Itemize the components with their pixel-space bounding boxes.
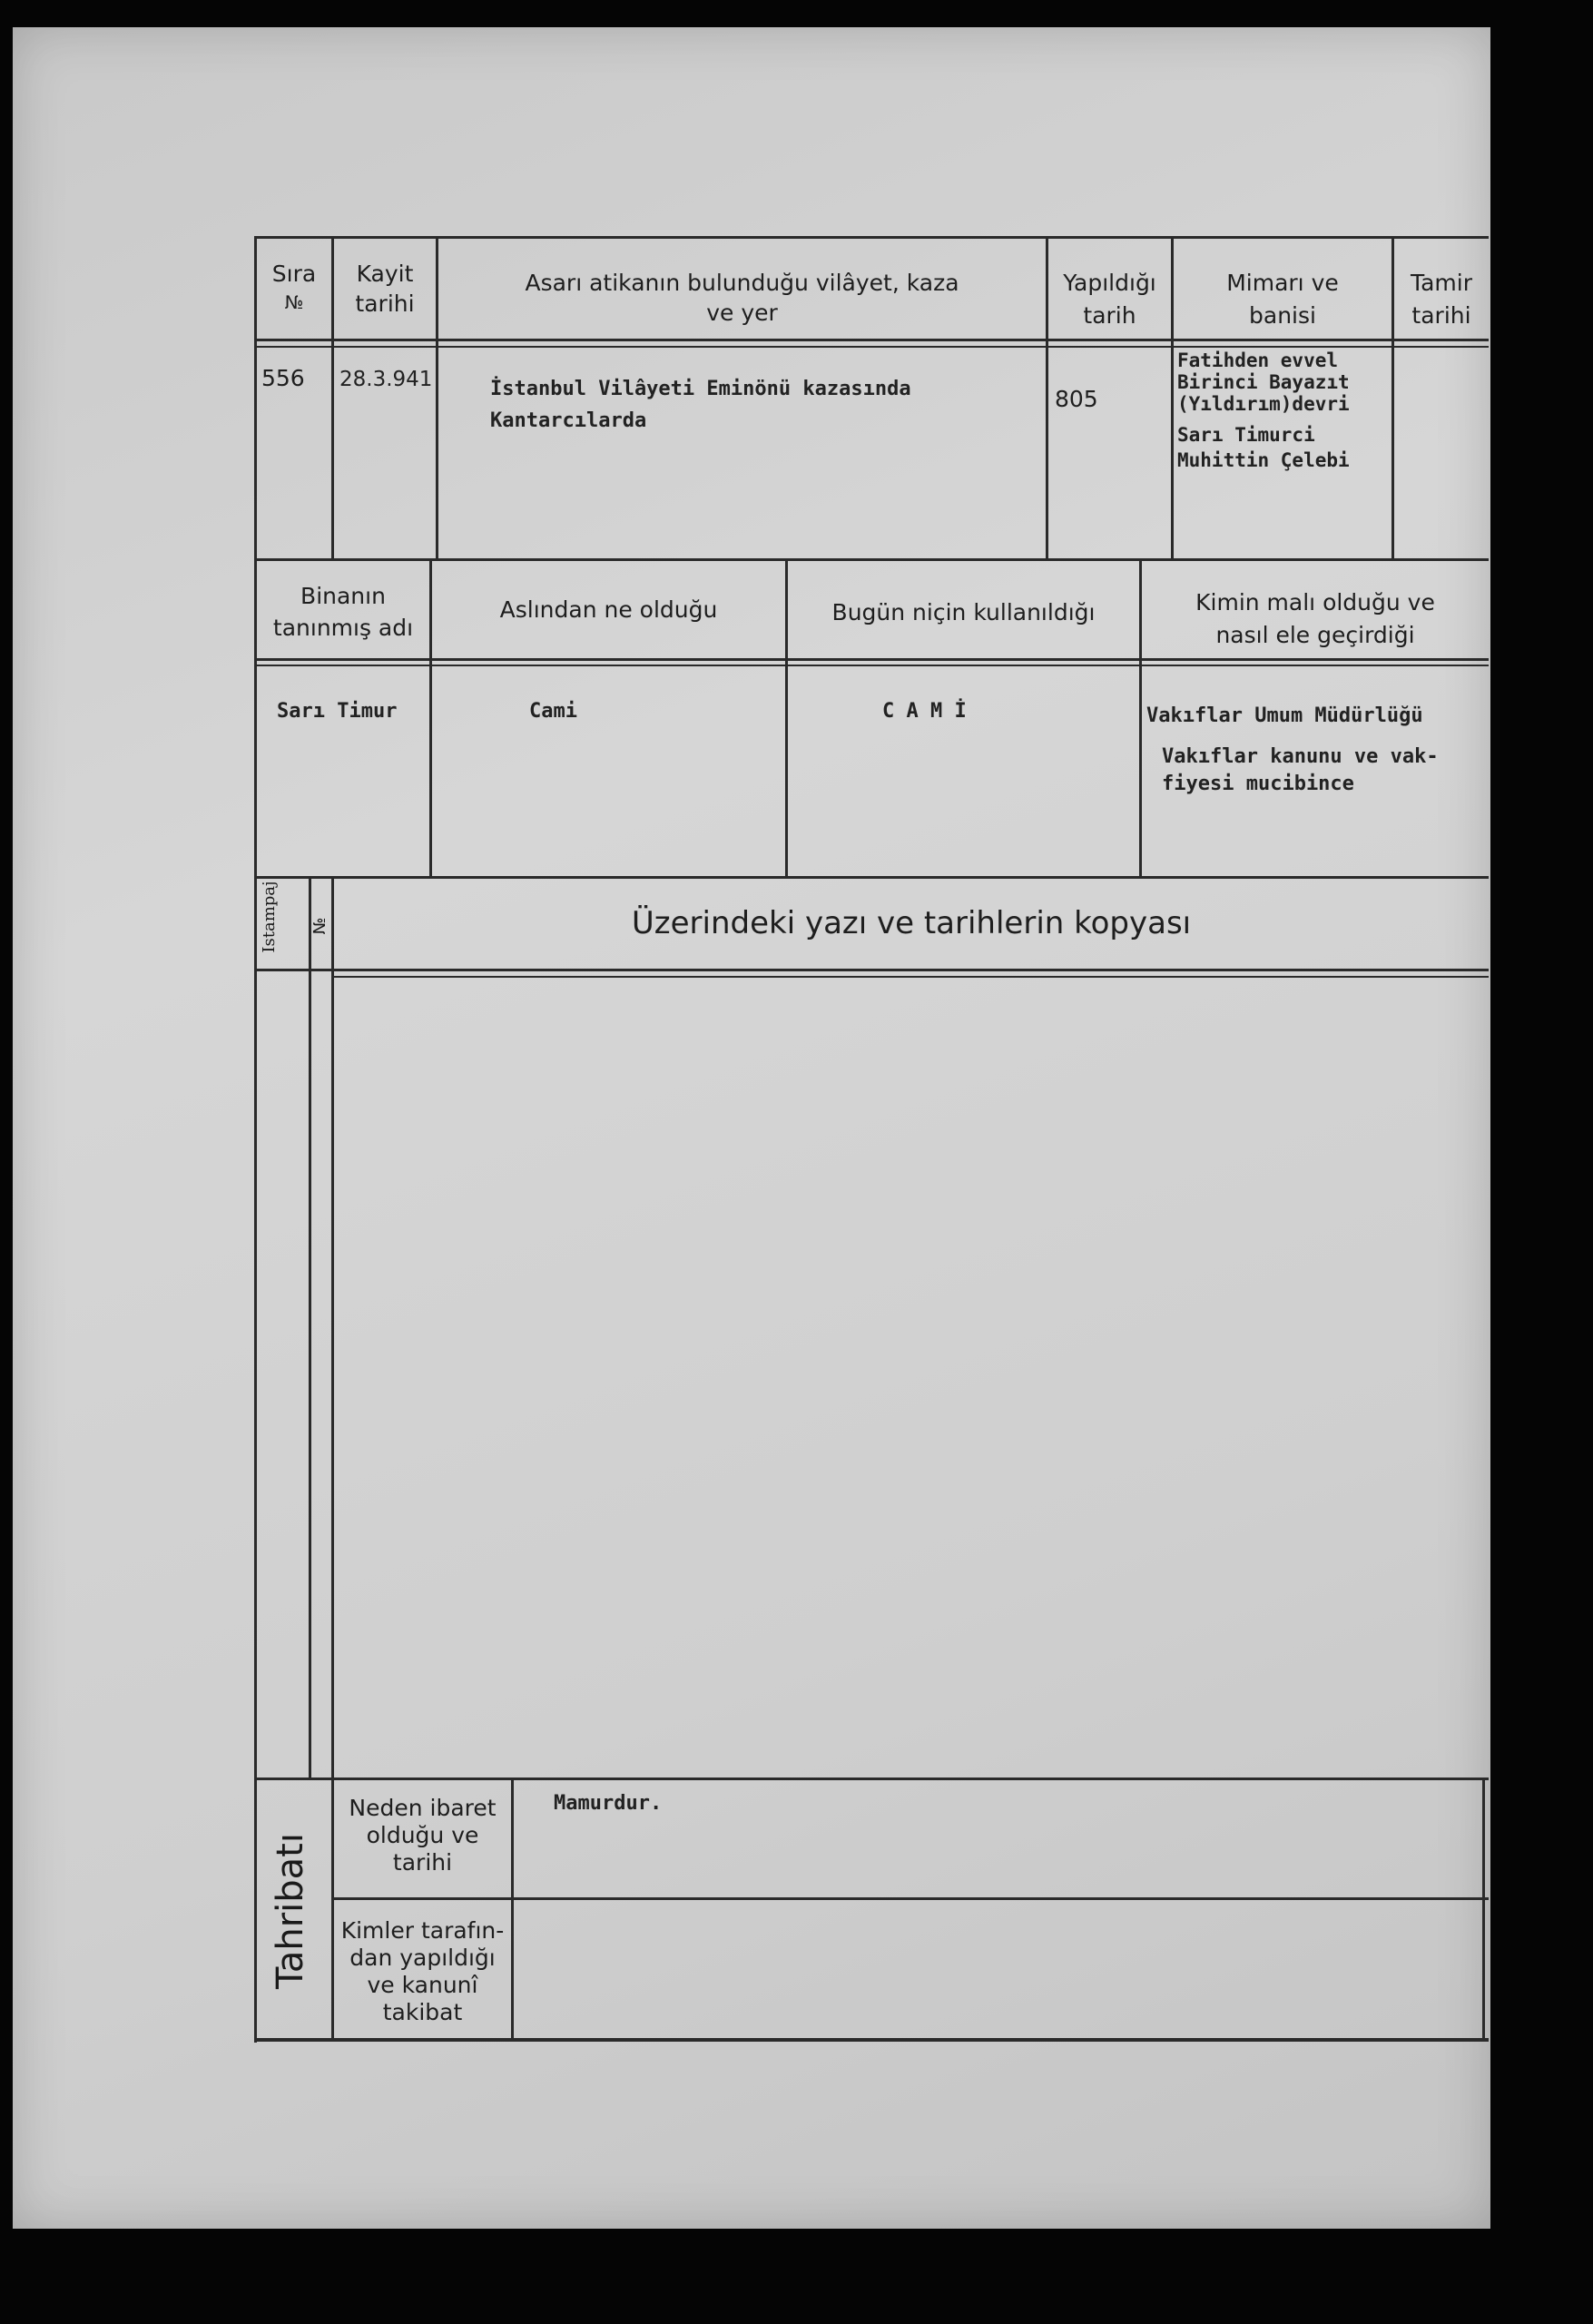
kullanim-value: C A M İ	[882, 700, 967, 723]
malik-line1: Vakıflar Umum Müdürlüğü	[1146, 704, 1423, 727]
header-aslindan: Aslından ne olduğu	[499, 596, 718, 623]
header-kayit: Kayit	[356, 261, 414, 287]
aslinda-value: Cami	[529, 700, 577, 723]
header-taninmis: tanınmış adı	[272, 615, 414, 641]
section-title-kopya: Üzerindeki yazı ve tarihlerin kopyası	[631, 905, 1192, 941]
mimari-line2: Birinci Bayazıt	[1177, 371, 1350, 393]
kimler-line3: ve kanunî	[367, 1972, 478, 1998]
neden-line2: olduğu ve	[366, 1822, 479, 1848]
mimari-line4: Sarı Timurci	[1177, 424, 1315, 446]
header-bugun: Bugün niçin kullanıldığı	[831, 599, 1096, 625]
neden-line1: Neden ibaret	[349, 1795, 497, 1821]
header-tamir-tarihi: tarihi	[1411, 302, 1471, 329]
header-kayit-tarihi: tarihi	[355, 290, 415, 317]
yer-line2: Kantarcılarda	[490, 409, 647, 432]
tahribat-label: Tahribatı	[270, 1833, 311, 1989]
header-kimin-line1: Kimin malı olduğu ve	[1195, 589, 1435, 615]
neden-value: Mamurdur.	[554, 1792, 663, 1815]
header-sira: Sıra	[271, 261, 317, 287]
header-binanin: Binanın	[300, 583, 386, 609]
bina-adi-value: Sarı Timur	[277, 700, 398, 723]
header-asar-line2: ve yer	[706, 300, 778, 326]
header-tamir: Tamir	[1410, 270, 1473, 296]
header-mimari: Mimarı ve	[1226, 270, 1339, 296]
header-tarih: tarih	[1083, 302, 1136, 329]
mimari-line1: Fatihden evvel	[1177, 350, 1339, 371]
malik-line3: fiyesi mucibince	[1162, 773, 1354, 795]
yapildigi-tarih-value: 805	[1055, 386, 1098, 412]
header-asar-line1: Asarı atikanın bulunduğu vilâyet, kaza	[525, 270, 959, 296]
kimler-line2: dan yapıldığı	[349, 1945, 496, 1971]
header-sira-no: №	[284, 291, 304, 313]
header-yapildigi: Yapıldığı	[1063, 270, 1156, 296]
kayit-tarihi-value: 28.3.941	[339, 368, 433, 391]
inventory-form	[245, 231, 1489, 2043]
yer-line1: İstanbul Vilâyeti Eminönü kazasında	[490, 378, 911, 400]
istampaj-label: Istampaj	[260, 881, 279, 953]
mimari-line3: (Yıldırım)devri	[1177, 393, 1350, 415]
kimler-line4: takibat	[382, 1999, 463, 2025]
neden-line3: tarihi	[392, 1849, 453, 1876]
malik-line2: Vakıflar kanunu ve vak-	[1162, 745, 1439, 768]
kimler-line1: Kimler tarafın-	[340, 1917, 505, 1944]
header-kimin-line2: nasıl ele geçirdiği	[1215, 622, 1415, 648]
sira-no-value: 556	[261, 365, 305, 391]
istampaj-no: №	[310, 917, 329, 935]
header-banisi: banisi	[1249, 302, 1316, 329]
mimari-line5: Muhittin Çelebi	[1177, 449, 1350, 471]
